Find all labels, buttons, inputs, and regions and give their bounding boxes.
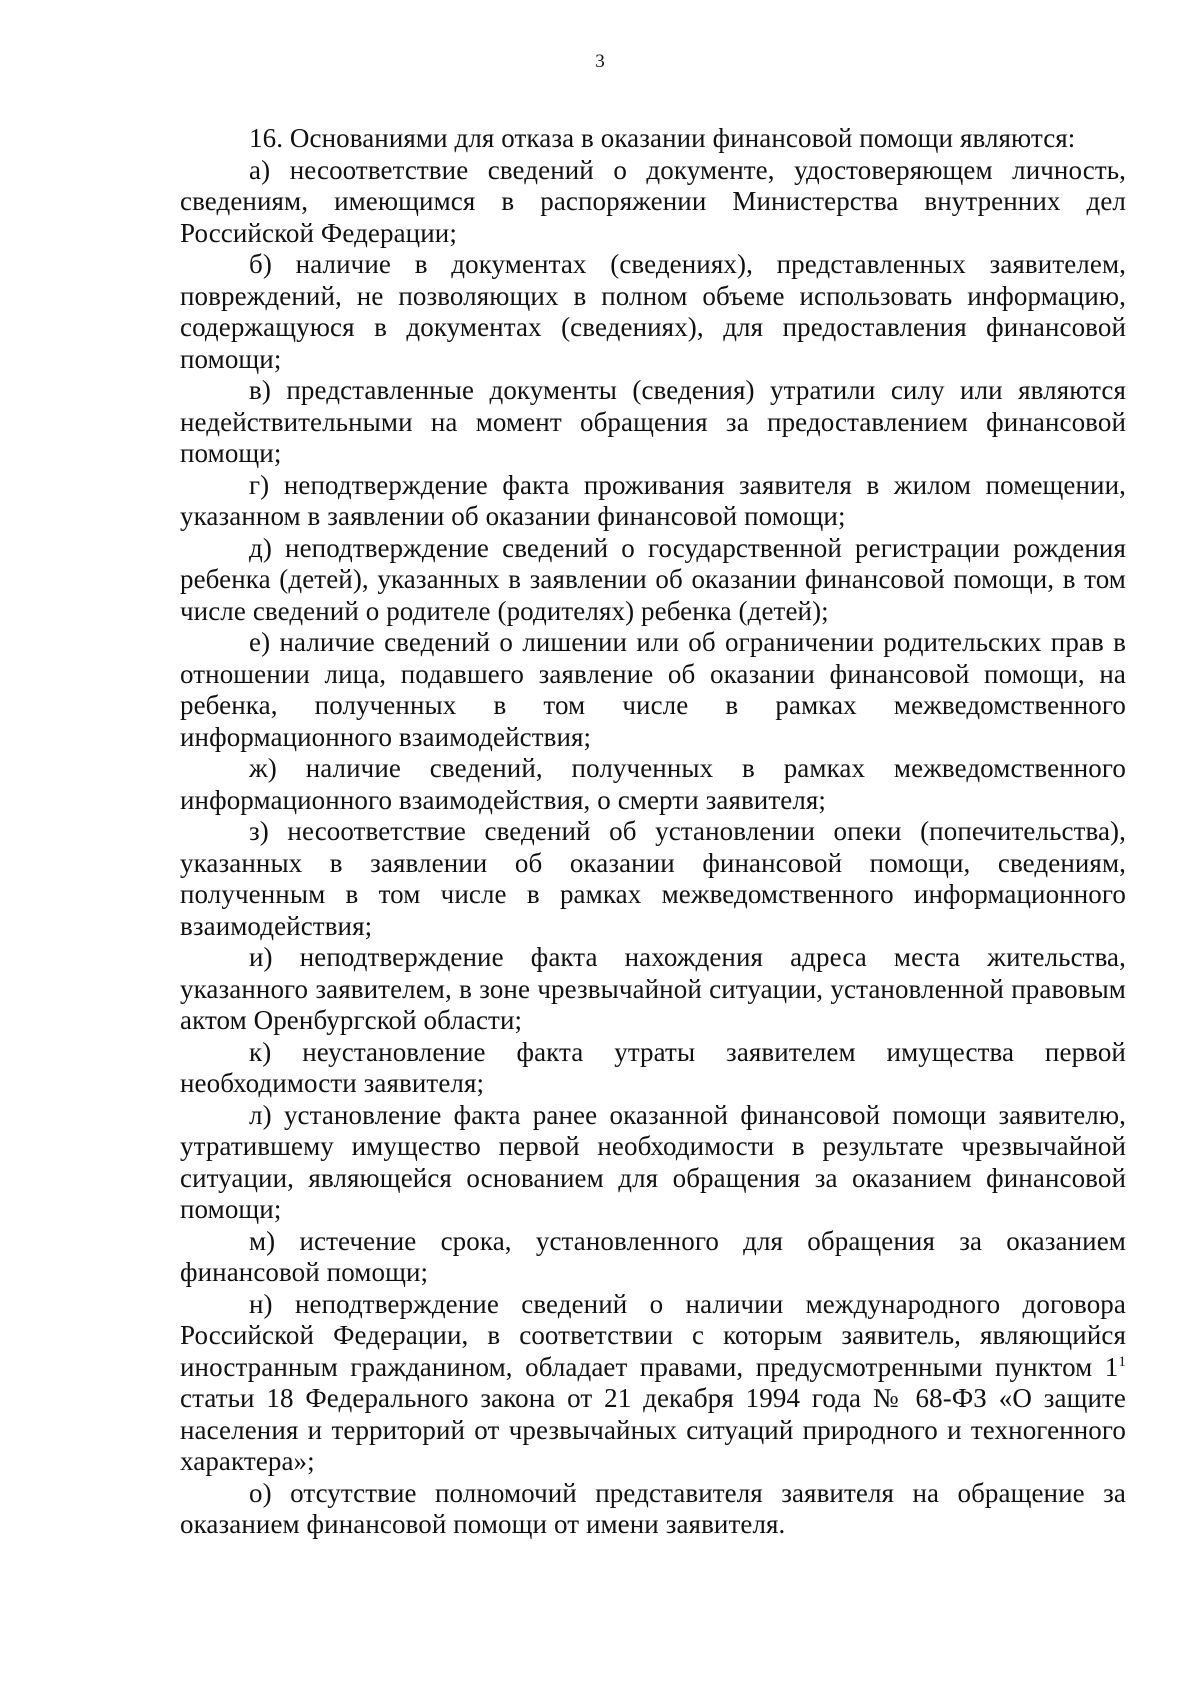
item-letter: н) xyxy=(249,1288,273,1319)
item-text: наличие в документах (сведениях), представленных заявителем, повреждений, не позволяющих в полном объеме использовать информацию, содержащуюся в документах (сведениях), для предоставления финансовой помощи; xyxy=(180,249,1127,374)
item-letter: д) xyxy=(249,532,272,563)
list-item-m xyxy=(180,1226,1126,1289)
item-text: неподтверждение сведений о государственной регистрации рождения ребенка (детей), указанных в заявлении об оказании финансовой помощи, в том числе сведений о родителе (родителях) ребенка (детей); xyxy=(180,532,1126,626)
item-letter: о) xyxy=(249,1477,272,1508)
item-letter: л) xyxy=(249,1099,272,1130)
item-text-part-2: статьи 18 Федерального закона от 21 декабря 1994 года № 68-ФЗ «О защите населения и территорий от чрезвычайных ситуаций природного и техногенного характера»; xyxy=(180,1383,1126,1476)
item-text: неподтверждение факта нахождения адреса места жительства, указанного заявителем, в зоне чрезвычайной ситуации, установленной правовым актом Оренбургской области; xyxy=(180,942,1126,1035)
item-letter: з) xyxy=(249,816,269,846)
item-letter: м) xyxy=(249,1225,276,1256)
item-letter: ж) xyxy=(249,753,277,783)
list-item-g xyxy=(180,470,1126,533)
item-text: наличие сведений, полученных в рамках межведомственного информационного взаимодействия, о смерти заявителя; xyxy=(180,753,1126,815)
item-text: наличие сведений о лишении или об ограничении родительских прав в отношении лица, подавшего заявление об оказании финансовой помощи, на ребенка, полученных в том числе в рамках межведомственного информационного взаимодействия; xyxy=(180,627,1127,752)
item-letter: е) xyxy=(249,627,271,657)
list-item-zh xyxy=(180,753,1126,816)
list-item-k xyxy=(180,1037,1126,1100)
list-item-o xyxy=(180,1478,1126,1541)
item-text: несоответствие сведений о документе, удостоверяющем личность, сведениям, имеющимся в распоряжении Министерства внутренних дел Российской Федерации; xyxy=(180,154,1126,248)
page-number: 3 xyxy=(595,51,605,72)
list-item-z xyxy=(180,816,1126,942)
item-text: истечение срока, установленного для обращения за оказанием финансовой помощи; xyxy=(180,1225,1126,1287)
item-text: несоответствие сведений об установлении опеки (попечительства), указанных в заявлении об оказании финансовой помощи, сведениям, полученным в том числе в рамках межведомственного информационного взаимодействия; xyxy=(180,816,1126,941)
item-letter: б) xyxy=(249,249,272,279)
list-item-b xyxy=(180,249,1126,375)
item-text: неустановление факта утраты заявителем имущества первой необходимости заявителя; xyxy=(180,1036,1126,1098)
footnote-superscript: 1 xyxy=(1118,1353,1126,1370)
list-item-i xyxy=(180,942,1126,1037)
document-body xyxy=(180,123,1126,1541)
item-text: установление факта ранее оказанной финансовой помощи заявителю, утратившему имущество первой необходимости в результате чрезвычайной ситуации, являющейся основанием для обращения за оказанием финансовой помощи; xyxy=(180,1099,1126,1224)
item-text: неподтверждение факта проживания заявителя в жилом помещении, указанном в заявлении об оказании финансовой помощи; xyxy=(180,469,1126,531)
item-text: представленные документы (сведения) утратили силу или являются недействительными на момент обращения за предоставлением финансовой помощи; xyxy=(180,375,1126,468)
item-text: отсутствие полномочий представителя заявителя на обращение за оказанием финансовой помощи от имени заявителя. xyxy=(180,1477,1126,1539)
list-item-d xyxy=(180,533,1126,628)
list-item-e xyxy=(180,627,1126,753)
item-letter: в) xyxy=(249,375,271,405)
item-letter: г) xyxy=(249,469,270,500)
item-letter: а) xyxy=(249,154,271,185)
list-item-l xyxy=(180,1100,1126,1226)
item-letter: и) xyxy=(249,942,273,972)
list-item-a xyxy=(180,155,1126,250)
intro-paragraph: 16. Основаниями для отказа в оказании финансовой помощи являются: xyxy=(249,123,1076,153)
item-letter: к) xyxy=(249,1036,272,1067)
item-text-part-1: неподтверждение сведений о наличии международного договора Российской Федерации, в соответствии с которым заявитель, являющийся иностранным гражданином, обладает правами, предусмотренными пунктом 1 xyxy=(180,1288,1126,1382)
list-item-n xyxy=(180,1289,1126,1478)
list-item-v xyxy=(180,375,1126,470)
